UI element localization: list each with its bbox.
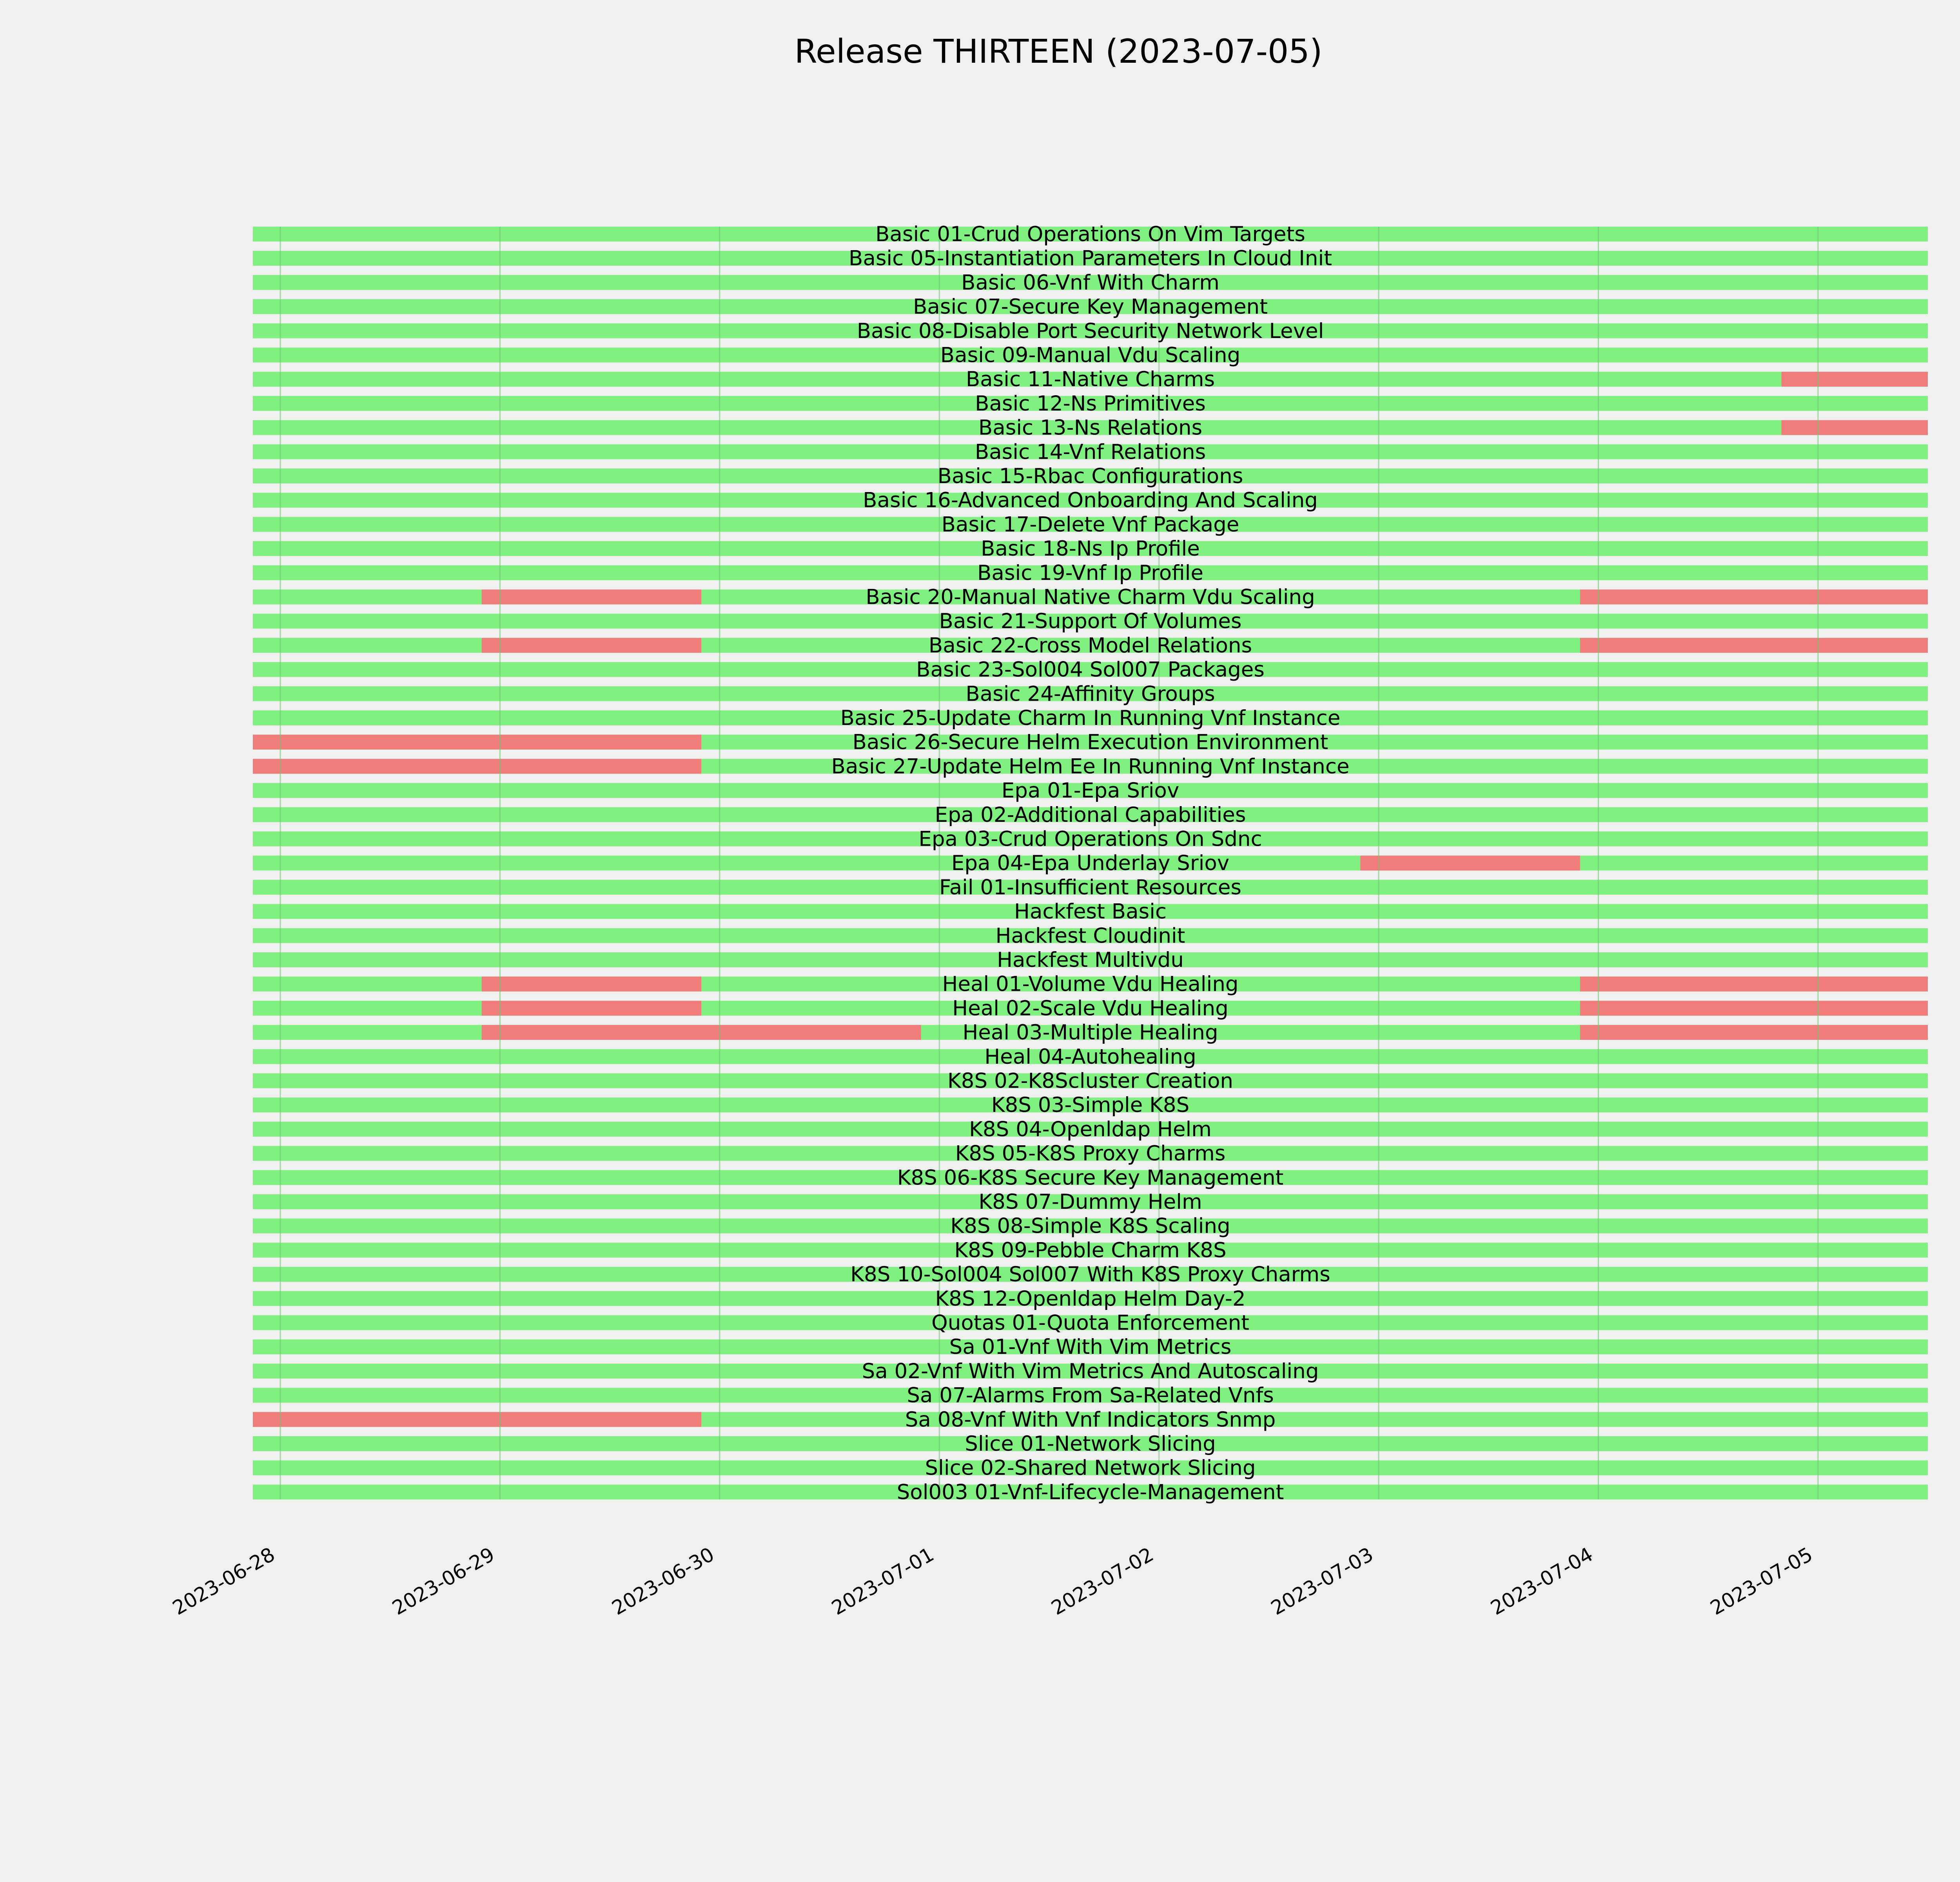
- x-tick-label-2023-07-03: 2023-07-03: [1267, 1543, 1377, 1620]
- row-label-k8s-09-pebble-charm-k8s: K8S 09-Pebble Charm K8S: [954, 1238, 1227, 1263]
- x-tick-label-2023-07-01: 2023-07-01: [828, 1543, 938, 1620]
- row-label-quotas-01-quota-enforcement: Quotas 01-Quota Enforcement: [931, 1311, 1249, 1335]
- row-label-k8s-05-k8s-proxy-charms: K8S 05-K8S Proxy Charms: [955, 1141, 1226, 1166]
- row-label-heal-02-scale-vdu-healing: Heal 02-Scale Vdu Healing: [952, 996, 1229, 1021]
- bar-fail-basic-13-ns-relations-1: [1781, 420, 1928, 435]
- x-tick-label-2023-07-02: 2023-07-02: [1047, 1543, 1158, 1620]
- bar-fail-heal-01-volume-vdu-healing-1: [482, 977, 701, 992]
- row-label-epa-04-epa-underlay-sriov: Epa 04-Epa Underlay Sriov: [951, 851, 1230, 876]
- row-label-epa-01-epa-sriov: Epa 01-Epa Sriov: [1001, 779, 1180, 803]
- row-label-basic-09-manual-vdu-scaling: Basic 09-Manual Vdu Scaling: [940, 343, 1241, 367]
- row-label-basic-19-vnf-ip-profile: Basic 19-Vnf Ip Profile: [977, 561, 1203, 585]
- row-label-slice-01-network-slicing: Slice 01-Network Slicing: [965, 1432, 1216, 1456]
- row-label-k8s-10-sol004-sol007-with-k8s-proxy-charms: K8S 10-Sol004 Sol007 With K8S Proxy Charms: [850, 1263, 1330, 1287]
- row-label-fail-01-insufficient-resources: Fail 01-Insufficient Resources: [939, 875, 1241, 899]
- x-tick-label-2023-06-29: 2023-06-29: [388, 1543, 499, 1620]
- row-label-sa-08-vnf-with-vnf-indicators-snmp: Sa 08-Vnf With Vnf Indicators Snmp: [905, 1408, 1276, 1432]
- bar-fail-basic-11-native-charms-1: [1781, 372, 1928, 387]
- x-tick-label-2023-06-30: 2023-06-30: [608, 1543, 718, 1620]
- row-label-epa-03-crud-operations-on-sdnc: Epa 03-Crud Operations On Sdnc: [918, 827, 1262, 851]
- row-label-basic-23-sol004-sol007-packages: Basic 23-Sol004 Sol007 Packages: [916, 658, 1265, 682]
- row-label-basic-20-manual-native-charm-vdu-scaling: Basic 20-Manual Native Charm Vdu Scaling: [866, 585, 1315, 609]
- row-label-hackfest-multivdu: Hackfest Multivdu: [997, 948, 1184, 972]
- row-label-basic-12-ns-primitives: Basic 12-Ns Primitives: [975, 391, 1206, 416]
- row-label-heal-03-multiple-healing: Heal 03-Multiple Healing: [962, 1021, 1218, 1045]
- bar-fail-basic-22-cross-model-relations-1: [482, 638, 701, 653]
- row-label-sa-07-alarms-from-sa-related-vnfs: Sa 07-Alarms From Sa-Related Vnfs: [907, 1383, 1274, 1408]
- row-label-basic-16-advanced-onboarding-and-scaling: Basic 16-Advanced Onboarding And Scaling: [863, 488, 1318, 512]
- row-label-basic-22-cross-model-relations: Basic 22-Cross Model Relations: [928, 633, 1252, 658]
- row-label-k8s-06-k8s-secure-key-management: K8S 06-K8S Secure Key Management: [897, 1166, 1284, 1190]
- row-label-basic-15-rbac-configurations: Basic 15-Rbac Configurations: [937, 464, 1243, 488]
- row-label-basic-25-update-charm-in-running-vnf-instance: Basic 25-Update Charm In Running Vnf Instance: [840, 706, 1341, 730]
- row-label-sol003-01-vnf-lifecycle-management: Sol003 01-Vnf-Lifecycle-Management: [897, 1480, 1284, 1504]
- row-label-sa-02-vnf-with-vim-metrics-and-autoscaling: Sa 02-Vnf With Vim Metrics And Autoscaling: [862, 1359, 1319, 1383]
- bar-fail-basic-27-update-helm-ee-in-running-vnf-instance-1: [253, 759, 701, 774]
- x-tick-label-2023-07-04: 2023-07-04: [1486, 1543, 1597, 1620]
- row-label-basic-24-affinity-groups: Basic 24-Affinity Groups: [965, 682, 1215, 706]
- row-label-k8s-07-dummy-helm: K8S 07-Dummy Helm: [978, 1190, 1202, 1214]
- bar-fail-heal-03-multiple-healing-2: [1580, 1025, 1928, 1040]
- row-label-basic-05-instantiation-parameters-in-cloud-init: Basic 05-Instantiation Parameters In Cloud Init: [848, 246, 1332, 271]
- bar-fail-heal-03-multiple-healing-1: [482, 1025, 921, 1040]
- row-label-basic-18-ns-ip-profile: Basic 18-Ns Ip Profile: [981, 537, 1200, 561]
- row-label-basic-21-support-of-volumes: Basic 21-Support Of Volumes: [939, 609, 1242, 634]
- row-label-basic-14-vnf-relations: Basic 14-Vnf Relations: [975, 440, 1206, 464]
- bar-fail-basic-20-manual-native-charm-vdu-scaling-2: [1580, 590, 1928, 605]
- row-label-k8s-02-k8scluster-creation: K8S 02-K8Scluster Creation: [947, 1069, 1233, 1093]
- row-label-basic-07-secure-key-management: Basic 07-Secure Key Management: [913, 295, 1268, 319]
- bar-fail-heal-02-scale-vdu-healing-2: [1580, 1001, 1928, 1015]
- row-label-heal-04-autohealing: Heal 04-Autohealing: [984, 1045, 1196, 1069]
- row-label-basic-26-secure-helm-execution-environment: Basic 26-Secure Helm Execution Environment: [852, 730, 1328, 754]
- row-label-slice-02-shared-network-slicing: Slice 02-Shared Network Slicing: [925, 1456, 1256, 1480]
- row-label-sa-01-vnf-with-vim-metrics: Sa 01-Vnf With Vim Metrics: [949, 1335, 1232, 1359]
- row-label-heal-01-volume-vdu-healing: Heal 01-Volume Vdu Healing: [942, 972, 1239, 996]
- row-label-basic-17-delete-vnf-package: Basic 17-Delete Vnf Package: [941, 512, 1240, 537]
- row-label-hackfest-cloudinit: Hackfest Cloudinit: [995, 924, 1185, 948]
- bar-fail-basic-20-manual-native-charm-vdu-scaling-1: [482, 590, 701, 605]
- row-label-basic-01-crud-operations-on-vim-targets: Basic 01-Crud Operations On Vim Targets: [875, 222, 1305, 246]
- row-label-k8s-03-simple-k8s: K8S 03-Simple K8S: [991, 1093, 1190, 1117]
- row-label-k8s-08-simple-k8s-scaling: K8S 08-Simple K8S Scaling: [950, 1214, 1230, 1238]
- row-label-epa-02-additional-capabilities: Epa 02-Additional Capabilities: [935, 803, 1246, 827]
- row-label-hackfest-basic: Hackfest Basic: [1014, 899, 1167, 924]
- bar-fail-basic-22-cross-model-relations-2: [1580, 638, 1928, 653]
- row-label-basic-13-ns-relations: Basic 13-Ns Relations: [978, 416, 1203, 440]
- row-label-basic-27-update-helm-ee-in-running-vnf-instance: Basic 27-Update Helm Ee In Running Vnf Instance: [831, 754, 1350, 779]
- row-label-k8s-04-openldap-helm: K8S 04-Openldap Helm: [969, 1117, 1212, 1141]
- x-tick-label-2023-07-05: 2023-07-05: [1706, 1543, 1817, 1620]
- bar-fail-epa-04-epa-underlay-sriov-1: [1360, 856, 1580, 870]
- row-label-basic-08-disable-port-security-network-level: Basic 08-Disable Port Security Network Level: [857, 319, 1324, 343]
- row-label-k8s-12-openldap-helm-day-2: K8S 12-Openldap Helm Day-2: [935, 1286, 1246, 1311]
- bar-fail-heal-01-volume-vdu-healing-2: [1580, 977, 1928, 992]
- bar-fail-heal-02-scale-vdu-healing-1: [482, 1001, 701, 1015]
- row-label-basic-06-vnf-with-charm: Basic 06-Vnf With Charm: [961, 271, 1220, 295]
- bar-fail-basic-26-secure-helm-execution-environment-1: [253, 735, 701, 750]
- bar-fail-sa-08-vnf-with-vnf-indicators-snmp-1: [253, 1412, 701, 1427]
- row-label-basic-11-native-charms: Basic 11-Native Charms: [965, 367, 1215, 392]
- chart-title: Release THIRTEEN (2023-07-05): [794, 32, 1323, 71]
- x-tick-label-2023-06-28: 2023-06-28: [169, 1543, 279, 1620]
